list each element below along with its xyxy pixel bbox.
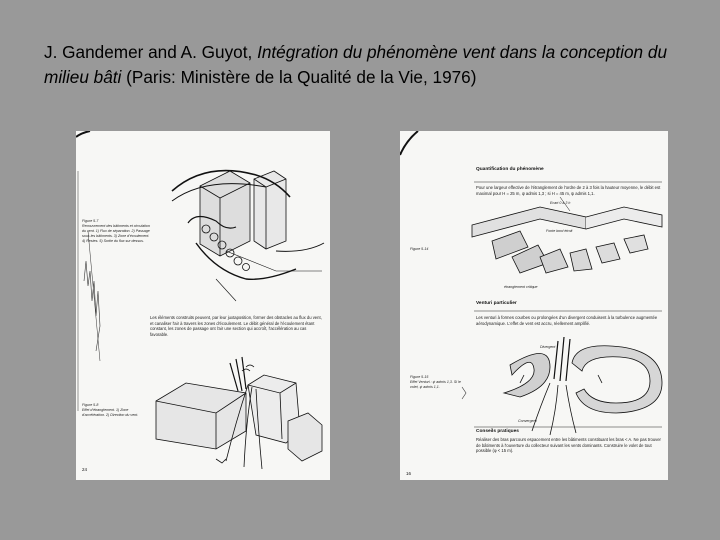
figure-5-14-drawing — [472, 197, 662, 273]
figure-5-14-label: Figure 5-14 — [410, 247, 429, 251]
right-section-venturi-text: Les venturi à formes courbes ou prolongées d'un divergent conduisent à la turbulence augmentée aérodynamique. L'effet de vent est accru, réellement amplifié. — [476, 315, 658, 326]
left-page-illustrations — [76, 131, 330, 480]
figure-5-8-drawing — [156, 357, 322, 469]
label-divergent: Divergent — [540, 345, 556, 349]
label-bordure: Fonte bord étroit — [546, 229, 573, 233]
right-section-conseils-text: Réaliser des bras parcours espacement entre les bâtiments constituant les bras < A. Ne pas trouver de bâtiments à l'ouverture du collecteur suivant les vents dominants. Construire le volet de tout possible (φ < 15 m). — [476, 437, 661, 454]
label-ecart: Ecart 0 à 3 h — [550, 201, 571, 205]
right-page-number: 16 — [406, 471, 412, 476]
figure-5-15-caption: Effet Venturi : ψ admis 1,3. Si le volet, ψ admis 1,1. — [410, 380, 461, 389]
figure-5-15-number: Figure 5-15 — [410, 375, 429, 379]
right-section-quantification-heading: Quantification du phénomène — [476, 167, 544, 172]
figure-5-8-caption: Effet d'étranglement. 1) Zone d'accélération. 2) Direction du vent. — [82, 408, 139, 417]
figure-5-7-drawing — [172, 171, 324, 301]
figure-5-7-label — [82, 219, 150, 244]
figure-5-7-caption: Recouvrement des bâtiments et circulation du vent. 1) Flux de séparation. 2) Passage sous les bâtiments. 3) Zone d'écoulement. 4) Restes. 5) Sortie du flux sur dessus. — [82, 224, 150, 243]
figure-5-8-label — [82, 403, 148, 418]
slide-caption — [44, 40, 704, 90]
label-etranglement: étranglement critique — [504, 285, 538, 289]
left-page-scan — [76, 131, 330, 480]
caption-title: Intégration du phénomène vent dans la conception du milieu bâti — [44, 42, 668, 87]
figure-5-15-label — [410, 375, 466, 390]
left-body-text: Les éléments construits peuvent, par leur juxtaposition, former des obstacles au flux du vent, et canaliser l'air à travers les zones d'écoulement. Le débit général de l'écoulement étant constant, les zones de passage ont l'air une section qui accroît, l'accélération au cas favorable. — [150, 315, 322, 337]
right-section-venturi-heading: Venturi particulier — [476, 301, 517, 306]
label-convergent: Convergent — [518, 419, 537, 423]
right-page-scan — [400, 131, 668, 480]
right-section-conseils-heading: Conseils pratiques — [476, 429, 519, 434]
figure-5-8-number: Figure 5-8 — [82, 403, 99, 407]
left-page-number: 24 — [82, 467, 88, 472]
figure-5-7-number: Figure 5-7 — [82, 219, 99, 223]
caption-publication: (Paris: Ministère de la Qualité de la Vie, 1976) — [126, 67, 477, 87]
caption-authors: J. Gandemer and A. Guyot, — [44, 42, 253, 62]
right-section-quantification-text: Pour une largeur effective de l'étranglement de l'ordre de 2 à 3 fois la hauteur moyenne, le débit est maximal pour H = 25 m, ψ admis 1,3 ; si H = 45 m, ψ admis 1,1. — [476, 185, 661, 196]
